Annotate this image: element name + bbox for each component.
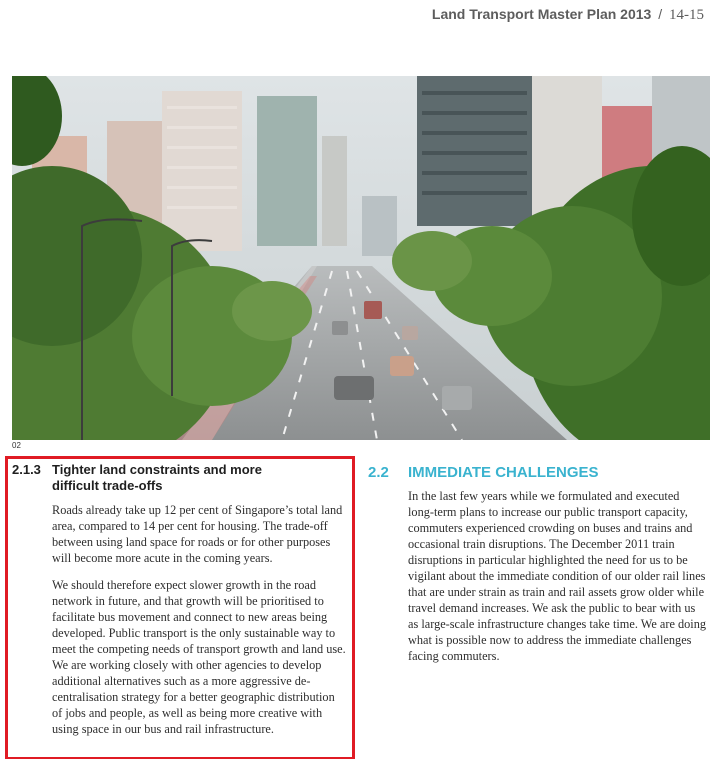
page-header: [432, 6, 704, 24]
figure-label: 02: [12, 441, 21, 450]
document-title: Land Transport Master Plan 2013: [431, 6, 652, 22]
paragraph: Roads already take up 12 per cent of Singapore’s total land area, compared to 14 per cent for housing. The trade-off between using land space for roads or for other purposes will become more acute in the coming years.: [52, 503, 343, 565]
section-number: 2.2: [368, 464, 389, 481]
section-body: [52, 502, 348, 748]
expressway-photo-illustration: [12, 76, 710, 440]
section-title: Tighter land constraints and more difficult trade-offs: [52, 462, 262, 493]
page-numbers: 14-15: [669, 7, 704, 23]
expressway-photo: [12, 76, 710, 440]
section-number: 2.1.3: [12, 462, 41, 477]
header-separator: /: [658, 6, 663, 22]
paragraph: In the last few years while we formulated and executed long-term plans to increase our public transport capacity, commuters experienced crowding on buses and trains and occasional train disruptions. The December 2011 train disruptions in particular highlighted the need for us to be vigilant about the immediate condition of our older rail lines that are under strain as train and rail assets grow older while travel demand increases. We ask the public to bear with us as large-scale infrastructure changes take time. We are doing what is possible now to address the immediate challenges facing commuters.: [408, 489, 706, 663]
paragraph: We should therefore expect slower growth in the road network in future, and that growth will be prioritised to facilitate bus movement and connect to new areas being developed. Public transport is the only sustainable way to meet the competing needs of transport growth and land use. We are working closely with other agencies to develop additional alternatives such as a more aggressive de-centralisation strategy for a better geographic distribution of jobs and people, as well as being more creative with using space in our bus and rail infrastructure.: [52, 578, 346, 736]
section-body: [408, 488, 708, 664]
section-title: IMMEDIATE CHALLENGES: [408, 464, 599, 481]
